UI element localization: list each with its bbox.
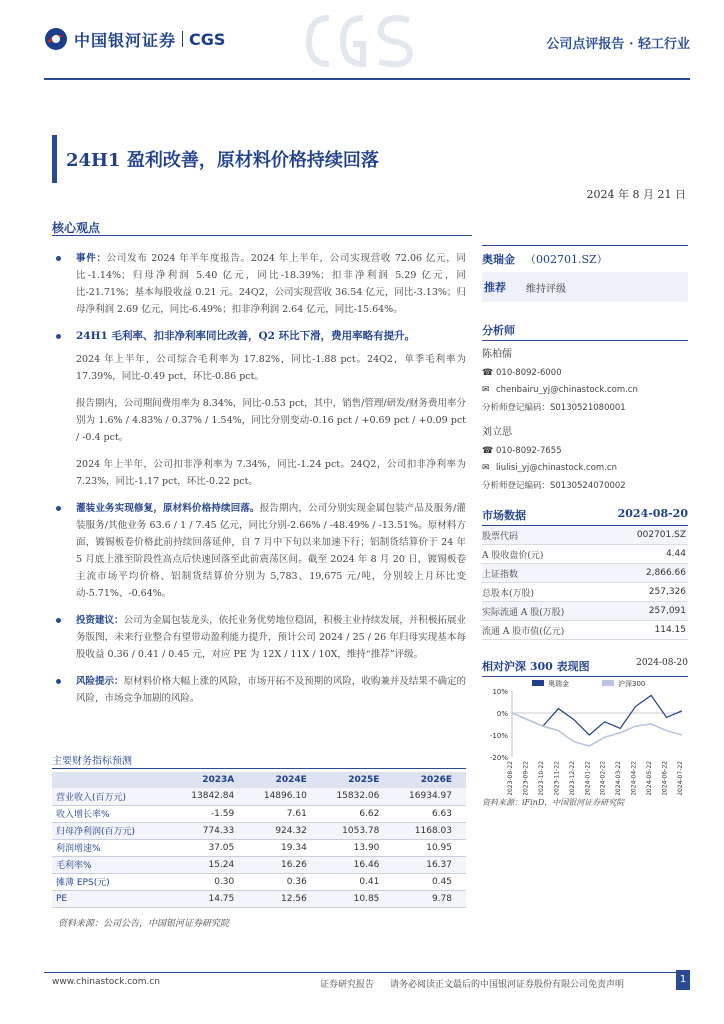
chart-source: 资料来源：iFinD，中国银河证券研究院 <box>482 798 625 807</box>
table-cell: 0.30 <box>176 873 249 890</box>
x-tick-label: 2023-09-22 <box>522 761 530 795</box>
table-cell: 10.95 <box>393 839 466 856</box>
investment-lead: 投资建议： <box>76 615 124 626</box>
x-tick-label: 2024-02-22 <box>599 761 607 795</box>
table-row <box>52 856 466 873</box>
analyst-name: 陈柏儒 <box>482 349 512 360</box>
table-cell: 15832.06 <box>321 788 394 805</box>
series-line <box>512 695 682 735</box>
chart-heading <box>482 658 688 677</box>
financial-table-title: 主要财务指标预测 <box>52 756 132 767</box>
table-row <box>52 805 466 822</box>
performance-chart <box>482 677 688 795</box>
logo-icon <box>44 27 68 51</box>
margin-paragraph-2: 报告期内，公司期间费用率为 8.34%，同比-0.53 pct，其中，销售/管理/研发/财务费用率分别为 1.6% / 4.83% / 0.37% / 1.54%，同比分别变动-0.16 pct / +0.69 pct / +0.09 pct / -0.4 pct。 <box>76 398 466 443</box>
market-data-key: 股票代码 <box>482 531 519 542</box>
x-tick-label: 2024-06-22 <box>661 761 669 795</box>
table-cell: 14.75 <box>176 890 249 907</box>
y-tick-label: -20% <box>489 754 508 762</box>
event-lead: 事件： <box>76 253 107 264</box>
logo-abbreviation: CGS <box>189 29 226 49</box>
market-data-key: 总股本(万股) <box>482 588 535 599</box>
financial-table <box>52 772 466 908</box>
table-cell: 摊薄 EPS(元) <box>52 873 176 890</box>
risk-text: 原材料价格大幅上涨的风险，市场开拓不及预期的风险，收购兼并及结果不确定的风险，市场竞争加剧的风险。 <box>76 676 466 704</box>
rating-value: 维持评级 <box>526 283 566 295</box>
cgs-watermark-icon <box>305 12 415 70</box>
financial-table-divider <box>52 768 466 769</box>
margin-paragraph-3: 2024 年上半年，公司扣非净利率为 7.34%，同比-1.24 pct。24Q2，公司扣非净利率为 7.23%，同比-1.17 pct，环比-0.22 pct。 <box>76 459 466 487</box>
table-cell: 12.56 <box>248 890 321 907</box>
table-cell: 毛利率% <box>52 856 176 873</box>
margin-lead: 24H1 毛利率、扣非净利率同比改善，Q2 环比下滑，费用率略有提升。 <box>76 330 416 342</box>
phone-icon: ☎ <box>482 445 494 456</box>
stock-code: （002701.SZ） <box>525 253 608 266</box>
analyst-email[interactable] <box>482 381 688 398</box>
chart-title: 相对沪深 300 表现图 <box>482 660 590 673</box>
x-tick-label: 2024-05-22 <box>646 761 654 795</box>
table-cell: 16.26 <box>248 856 321 873</box>
table-cell: 7.61 <box>248 805 321 822</box>
email-address[interactable]: liulisi_yj@chinastock.com.cn <box>496 462 617 473</box>
margin-paragraph-1: 2024 年上半年，公司综合毛利率为 17.82%，同比-1.88 pct。24Q2，单季毛利率为 17.39%，同比-0.49 pct，环比-0.86 pct。 <box>76 354 466 382</box>
table-header-cell: 2026E <box>393 772 466 788</box>
phone-icon: ☎ <box>482 367 494 378</box>
core-views-heading: 核心观点 <box>52 221 101 235</box>
market-data-value: 257,091 <box>648 606 686 616</box>
logo-divider <box>182 31 183 47</box>
company-logo <box>44 27 225 51</box>
table-cell: 0.36 <box>248 873 321 890</box>
footer-center: 证券研究报告 <box>320 980 375 990</box>
materials-text: 报告期内，公司分别实现金属包装产品及服务/灌装服务/其他业务 63.6 / 1 / 7.45 亿元，同比分别-2.66% / -48.49% / -13.51%。原材料方面，镀锡板卷价格此前持续回落延伸，自 7 月中下旬以来加速下行；铝制货结算价于 24 年 5 月底上涨至阶段性高点后快速回落至此前震荡区间。截至 2024 年 8 月 20 日，镀锡板卷主流市场平均价格、铝制货结算价分别为 5,783、19,675 元/吨，分别较上月环比变动-5.71%、-0.64%。 <box>76 503 466 599</box>
market-data-key: A 股收盘价(元) <box>482 550 544 561</box>
table-header-cell: 2023A <box>176 772 249 788</box>
series-line <box>512 713 682 746</box>
table-row <box>52 873 466 890</box>
table-cell: 营业收入(百万元) <box>52 788 176 805</box>
analyst-email[interactable] <box>482 459 688 476</box>
market-data-value: 114.15 <box>654 625 686 635</box>
table-header-cell: 2025E <box>321 772 394 788</box>
table-cell: -1.59 <box>176 805 249 822</box>
report-title: 24H1 盈利改善，原材料价格持续回落 <box>66 150 379 171</box>
x-tick-label: 2024-07-22 <box>677 761 684 795</box>
legend-swatch <box>602 680 614 686</box>
sidebar <box>482 245 688 808</box>
analyst-phone <box>482 442 688 459</box>
analyst-phone <box>482 364 688 381</box>
table-cell: 16.46 <box>321 856 394 873</box>
table-header-row <box>52 772 466 788</box>
table-cell: 0.45 <box>393 873 466 890</box>
table-cell: 9.78 <box>393 890 466 907</box>
table-cell: 13.90 <box>321 839 394 856</box>
table-row <box>52 890 466 907</box>
analyst-cert <box>482 398 688 415</box>
table-cell: PE <box>52 890 176 907</box>
table-cell: 13842.84 <box>176 788 249 805</box>
investment-bullet <box>52 612 466 663</box>
market-data-row <box>482 545 688 564</box>
market-data-key: 流通 A 股市值(亿元) <box>482 626 565 637</box>
table-cell: 774.33 <box>176 822 249 839</box>
chart-date: 2024-08-20 <box>636 658 688 668</box>
market-data-row <box>482 583 688 602</box>
title-accent-bar <box>52 135 57 183</box>
investment-text: 公司为金属包装龙头，依托业务优势地位稳固，积极主业持续发展，并积极拓展业务版图，未来行业整合有望带动盈利能力提升，预计公司 2024 / 25 / 26 年归母实现基本每股收益 0.36 / 0.41 / 0.45 元，对应 PE 为 12X / 11X / 10X，维持“推荐”评级。 <box>76 615 466 660</box>
financial-table-source: 资料来源：公司公告，中国银河证券研究院 <box>58 919 230 929</box>
market-data-list <box>482 526 688 640</box>
table-cell: 0.41 <box>321 873 394 890</box>
market-data-title: 市场数据 <box>482 509 526 522</box>
legend-swatch <box>532 680 544 686</box>
cert-number: 分析师登记编码：S0130524070002 <box>482 480 626 491</box>
phone-number: 010-8092-6000 <box>496 367 562 378</box>
market-data-value: 4.44 <box>665 549 686 559</box>
event-text: 公司发布 2024 年半年度报告。2024 年上半年，公司实现营收 72.06 亿元，同比-1.14%；归母净利润 5.40 亿元，同比-18.39%；扣非净利润 5.29 亿元，同比-21.71%；基本每股收益 0.21 元。24Q2，公司实现营收 36.54 亿元，同比-3.13%；归母净利润 2.69 亿元，同比-6.49%；扣非净利润 2.64 亿元，同比-15.64%。 <box>76 253 466 315</box>
x-tick-label: 2023-12-22 <box>568 761 576 795</box>
analyst-name: 刘立思 <box>482 427 512 438</box>
report-type: 公司点评报告 · 轻工行业 <box>546 37 690 52</box>
core-views-divider <box>52 235 472 236</box>
table-header-cell <box>52 772 176 788</box>
performance-chart-svg <box>482 677 688 795</box>
market-data-value: 2,866.66 <box>645 568 686 578</box>
market-data-heading <box>482 507 688 526</box>
stock-identity <box>482 246 688 272</box>
market-data-date: 2024-08-20 <box>617 507 688 520</box>
report-date: 2024 年 8 月 21 日 <box>586 188 686 201</box>
y-tick-label: -10% <box>489 732 508 740</box>
y-tick-label: 0% <box>496 710 508 718</box>
market-data-value: 002701.SZ <box>636 530 686 540</box>
table-row <box>52 788 466 805</box>
footer-divider <box>44 972 690 973</box>
table-cell: 1053.78 <box>321 822 394 839</box>
market-data-key: 实际流通 A 股(万股) <box>482 607 565 618</box>
table-cell: 6.62 <box>321 805 394 822</box>
analyst-cert <box>482 476 688 493</box>
table-cell: 6.63 <box>393 805 466 822</box>
analyst-divider <box>482 340 688 341</box>
email-icon: ✉ <box>482 462 490 473</box>
y-tick-label: 10% <box>492 688 508 696</box>
footer-disclaimer: 请务必阅读正文最后的中国银河证券股份有限公司免责声明 <box>390 980 625 990</box>
table-cell: 16.37 <box>393 856 466 873</box>
phone-number: 010-8092-7655 <box>496 445 562 456</box>
cert-number: 分析师登记编码：S0130521080001 <box>482 402 626 413</box>
table-cell: 1168.03 <box>393 822 466 839</box>
table-cell: 37.05 <box>176 839 249 856</box>
x-tick-label: 2023-08-22 <box>507 761 514 795</box>
legend-label: 沪深300 <box>618 680 646 688</box>
footer-website[interactable]: www.chinastock.com.cn <box>52 977 160 987</box>
table-row <box>52 839 466 856</box>
materials-bullet <box>52 500 466 602</box>
header-divider <box>44 78 690 80</box>
x-tick-label: 2024-03-22 <box>615 761 623 795</box>
table-cell: 924.32 <box>248 822 321 839</box>
table-cell: 14896.10 <box>248 788 321 805</box>
table-cell: 利润增速% <box>52 839 176 856</box>
table-cell: 16934.97 <box>393 788 466 805</box>
x-tick-label: 2023-11-22 <box>553 761 561 795</box>
market-data-row <box>482 621 688 640</box>
margin-bullet <box>52 328 466 345</box>
market-data-row <box>482 526 688 545</box>
stock-name: 奥瑞金 <box>482 253 515 266</box>
x-tick-label: 2024-01-22 <box>584 761 592 795</box>
event-bullet <box>52 250 466 318</box>
core-views <box>52 250 466 707</box>
risk-lead: 风险提示： <box>76 676 124 687</box>
table-cell: 收入增长率% <box>52 805 176 822</box>
table-cell: 10.85 <box>321 890 394 907</box>
materials-lead: 灌装业务实现修复，原材料价格持续回落。 <box>76 503 260 514</box>
rating-label: 推荐 <box>484 281 506 294</box>
table-cell: 归母净利润(百万元) <box>52 822 176 839</box>
email-icon: ✉ <box>482 384 490 395</box>
market-data-key: 上证指数 <box>482 569 519 580</box>
analyst-heading: 分析师 <box>482 324 515 337</box>
rating-row <box>482 272 688 302</box>
email-address[interactable]: chenbairu_yj@chinastock.com.cn <box>496 384 638 395</box>
logo-text: 中国银河证券 <box>74 30 177 50</box>
market-data-row <box>482 602 688 621</box>
x-tick-label: 2023-10-22 <box>537 761 545 795</box>
table-header-cell: 2024E <box>248 772 321 788</box>
market-data-value: 257,326 <box>648 587 686 597</box>
page-header <box>0 0 724 78</box>
table-cell: 15.24 <box>176 856 249 873</box>
market-data-row <box>482 564 688 583</box>
legend-label: 奥瑞金 <box>548 680 569 688</box>
x-tick-label: 2024-04-22 <box>630 761 638 795</box>
table-row <box>52 822 466 839</box>
table-cell: 19.34 <box>248 839 321 856</box>
risk-bullet <box>52 673 466 707</box>
page-number: 1 <box>676 970 690 990</box>
